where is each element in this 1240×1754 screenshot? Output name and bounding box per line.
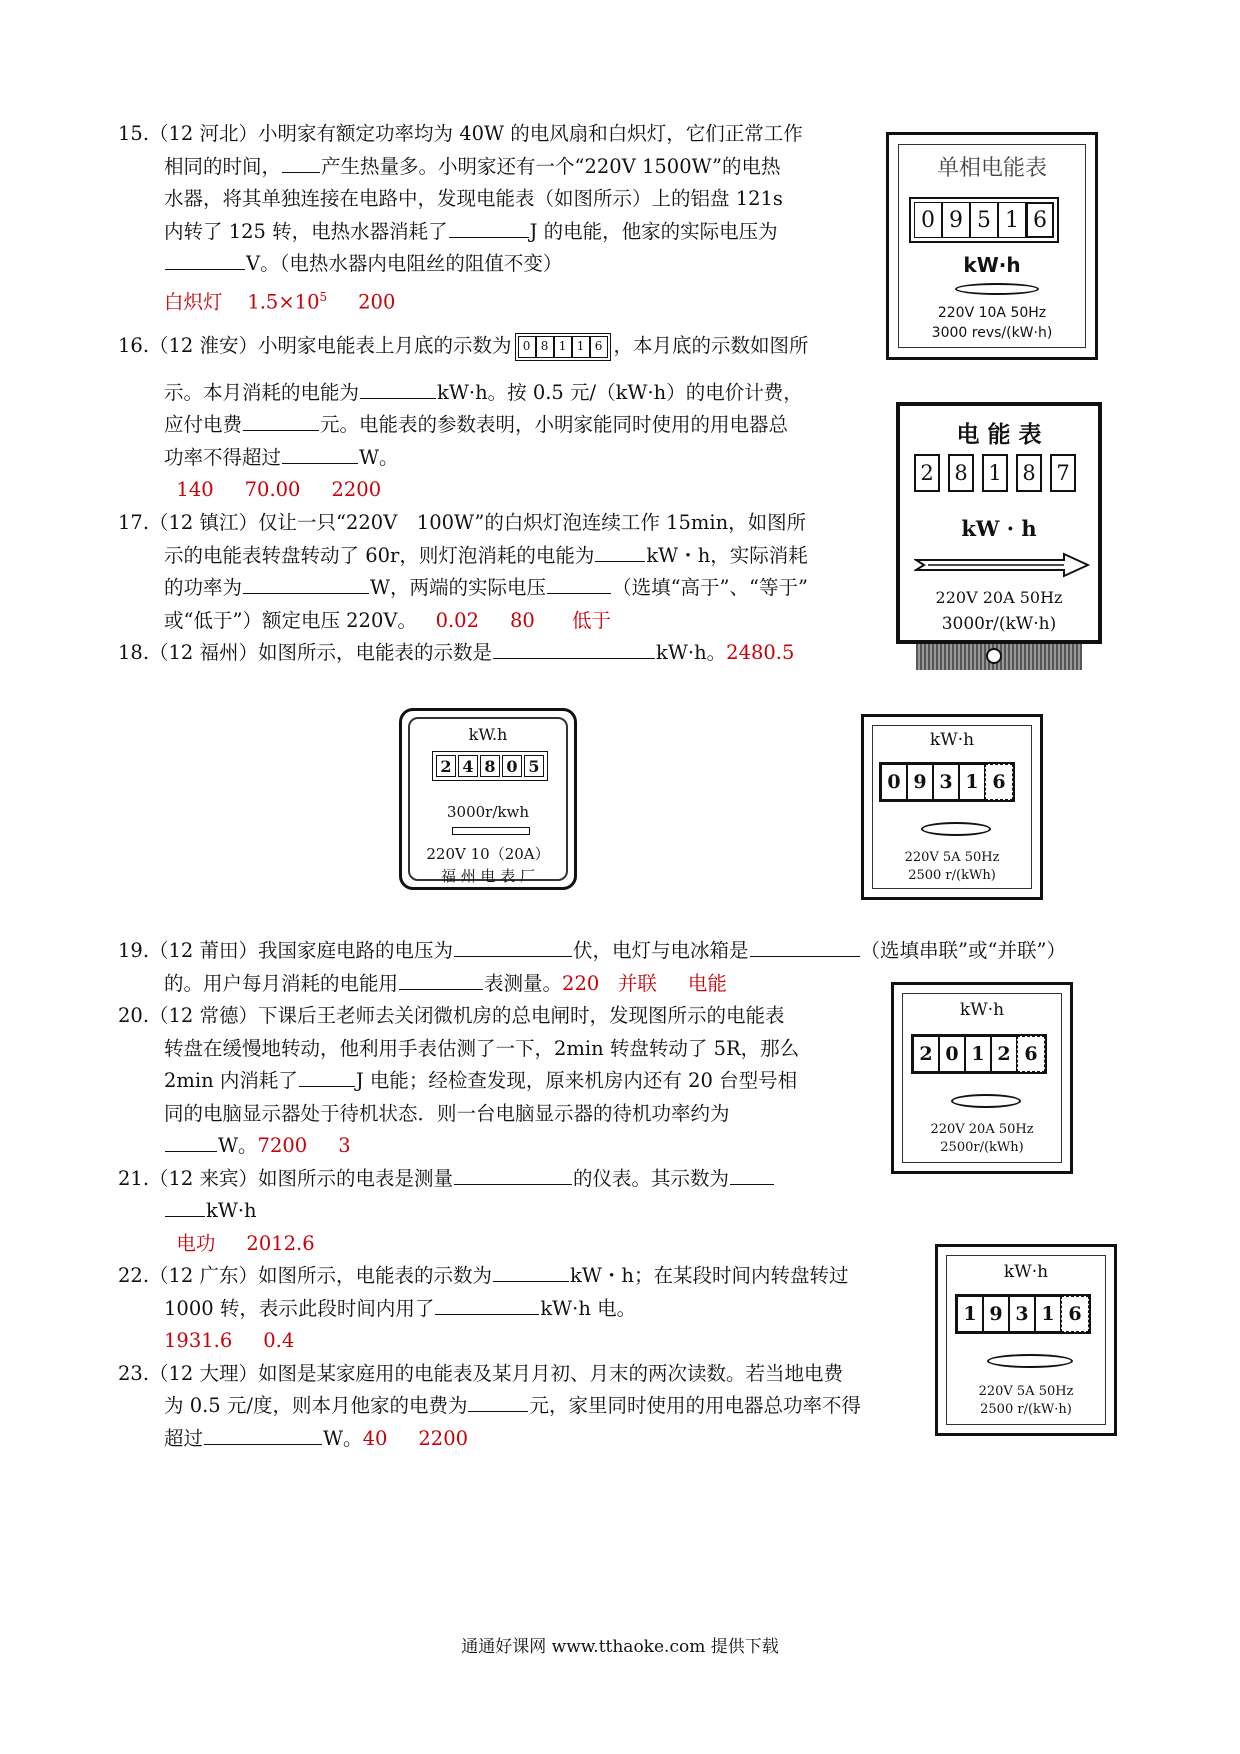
digit: 2 bbox=[913, 1036, 939, 1072]
answer-blank bbox=[243, 410, 319, 431]
q19-line1a: 19.（12 莆田）我国家庭电路的电压为 bbox=[118, 939, 454, 962]
digit: 2 bbox=[914, 454, 940, 492]
meter-title: 电 能 表 bbox=[956, 421, 1042, 448]
q19-line1c: （选填串联”或“并联”） bbox=[860, 939, 1066, 962]
q22-line2b: kW·h 电。 bbox=[540, 1296, 637, 1320]
q20-line3b: J 电能；经检查发现，原来机房内还有 20 台型号相 bbox=[355, 1069, 798, 1092]
digit: 5 bbox=[970, 202, 998, 238]
meter-inner-border bbox=[408, 717, 568, 885]
q17-line1: 17.（12 镇江）仅让一只“220V 100W”的白炽灯泡连续工作 15min，如图所 bbox=[118, 511, 807, 534]
answer-blank bbox=[399, 969, 483, 990]
q21-answer-1: 电功 bbox=[176, 1231, 216, 1255]
q15-answer-2: 1.5×10 bbox=[247, 290, 320, 313]
q17-line2a: 示的电能表转盘转动了 60r，则灯泡消耗的电能为 bbox=[164, 543, 595, 567]
q22-answer-2: 0.4 bbox=[263, 1329, 295, 1352]
q15-answer-2-exp: 5 bbox=[319, 289, 328, 304]
q21-answer-2: 2012.6 bbox=[246, 1231, 315, 1255]
q16-line1a: 16.（12 淮安）小明家电能表上月底的示数为 bbox=[118, 334, 512, 357]
q20-line2: 转盘在缓慢地转动，他利用手表估测了一下，2min 转盘转动了 5R，那么 bbox=[164, 1036, 800, 1060]
q23-answer-2: 2200 bbox=[418, 1426, 469, 1450]
q20-answer-2: 3 bbox=[338, 1134, 351, 1157]
answer-blank bbox=[165, 1196, 205, 1217]
q20-line4: 同的电脑显示器处于待机状态．则一台电脑显示器的待机功率约为 bbox=[164, 1101, 730, 1125]
meter-15-image bbox=[886, 132, 1098, 360]
answer-blank bbox=[435, 1294, 539, 1315]
q18-answer: 2480.5 bbox=[726, 641, 795, 664]
q16-answers bbox=[118, 474, 809, 507]
q18-line1b: kW·h。 bbox=[656, 641, 727, 664]
meter-22-image bbox=[935, 1244, 1117, 1436]
q19-answer-2: 并联 bbox=[617, 971, 657, 995]
digit: 1 bbox=[572, 336, 590, 358]
meter-20-image bbox=[891, 982, 1073, 1174]
q22-line1a: 22.（12 广东）如图所示，电能表的示数为 bbox=[118, 1264, 493, 1287]
digit: 1 bbox=[998, 202, 1026, 238]
meter-16-image bbox=[896, 402, 1102, 644]
q20-answer-1: 7200 bbox=[257, 1134, 308, 1157]
answer-blank bbox=[282, 152, 320, 173]
answer-blank bbox=[454, 936, 572, 957]
q19-line2b: 表测量。 bbox=[484, 971, 563, 995]
q21-line1b: 的仪表。其示数为 bbox=[573, 1166, 730, 1190]
digit: 0 bbox=[518, 336, 536, 358]
digit: 6 bbox=[1026, 202, 1054, 238]
q20-line1: 20.（12 常德）下课后王老师去关闭微机房的总电闸时，发现图所示的电能表 bbox=[118, 1004, 785, 1027]
q15-line2b: 产生热量多。小明家还有一个“220V 1500W”的电热 bbox=[321, 154, 781, 178]
meter-unit: kW.h bbox=[468, 725, 508, 744]
digit: 3 bbox=[933, 764, 959, 800]
meter-disc bbox=[452, 827, 530, 835]
q18-line1a: 18.（12 福州）如图所示，电能表的示数是 bbox=[118, 641, 493, 664]
answer-blank bbox=[454, 1164, 572, 1185]
answer-blank bbox=[493, 1261, 569, 1282]
digit: 5 bbox=[524, 755, 544, 777]
meter-rating: 220V 5A 50Hz bbox=[978, 1384, 1074, 1399]
meter-18-right-image bbox=[861, 714, 1043, 900]
q16-line2b: kW·h。按 0.5 元/（kW·h）的电价计费， bbox=[437, 380, 803, 404]
digit: 0 bbox=[914, 202, 942, 238]
meter-inner-border bbox=[872, 725, 1032, 889]
meter-constant: 3000r/(kW·h) bbox=[941, 614, 1057, 634]
q21-answers bbox=[118, 1228, 861, 1261]
q17-answer-2: 80 bbox=[509, 608, 535, 632]
answer-blank bbox=[360, 378, 436, 399]
digit: 4 bbox=[458, 755, 478, 777]
digit: 0 bbox=[502, 755, 522, 777]
question-17 bbox=[118, 507, 808, 670]
digit: 8 bbox=[480, 755, 500, 777]
digit: 2 bbox=[991, 1036, 1017, 1072]
digit: 6 bbox=[1017, 1036, 1045, 1072]
meter-digits bbox=[911, 1034, 1047, 1074]
q15-line1: 15.（12 河北）小明家有额定功率均为 40W 的电风扇和白炽灯，它们正常工作 bbox=[118, 122, 803, 145]
digit: 1 bbox=[965, 1036, 991, 1072]
meter-unit: kW·h bbox=[959, 1000, 1005, 1020]
meter-rating: 220V 10（20A） bbox=[426, 845, 550, 863]
q17-answer-1: 0.02 bbox=[435, 608, 479, 632]
q23-line3b: W。 bbox=[323, 1426, 363, 1450]
q16-line1b: ，本月底的示数如图所 bbox=[613, 334, 809, 357]
q15-line3: 水器，将其单独连接在电路中，发现电能表（如图所示）上的铝盘 121s bbox=[164, 187, 783, 210]
meter-unit: kW·h bbox=[1003, 1262, 1049, 1282]
answer-blank bbox=[282, 443, 358, 464]
q20-line5: W。 bbox=[218, 1134, 258, 1157]
digit: 6 bbox=[590, 336, 608, 358]
meter-constant: 3000r/kwh bbox=[447, 803, 529, 821]
digit: 8 bbox=[948, 454, 974, 492]
digit: 6 bbox=[985, 764, 1013, 800]
q17-line3b: W，两端的实际电压 bbox=[370, 576, 547, 599]
meter-rating: 220V 20A 50Hz bbox=[930, 1122, 1034, 1137]
q23-line2a: 为 0.5 元/度，则本月他家的电费为 bbox=[164, 1394, 468, 1417]
q15-answer-3: 200 bbox=[358, 290, 396, 313]
digit: 1 bbox=[982, 454, 1008, 492]
answer-blank bbox=[299, 1066, 355, 1087]
meter-disc bbox=[955, 283, 1039, 295]
meter-constant: 2500r/(kWh) bbox=[940, 1140, 1024, 1155]
q17-line3a: 的功率为 bbox=[164, 576, 243, 599]
digit: 9 bbox=[907, 764, 933, 800]
q16-line4b: W。 bbox=[359, 445, 399, 469]
meter-unit: kW·h bbox=[963, 253, 1021, 277]
q23-line2b: 元，家里同时使用的用电器总功率不得 bbox=[529, 1394, 861, 1417]
q17-line3c: （选填“高于”、“等于” bbox=[612, 576, 808, 599]
q16-line4a: 功率不得超过 bbox=[164, 445, 282, 469]
q22-line2a: 1000 转，表示此段时间内用了 bbox=[164, 1296, 435, 1320]
q16-answer-3: 2200 bbox=[331, 478, 382, 501]
q21-line1a: 21.（12 来宾）如图所示的电表是测量 bbox=[118, 1166, 454, 1190]
q21-line2: kW·h bbox=[206, 1199, 257, 1222]
q19-answer-3: 电能 bbox=[687, 971, 727, 995]
meter-constant: 2500 r/(kWh) bbox=[908, 868, 996, 883]
question-15 bbox=[118, 118, 803, 319]
meter-constant: 3000 revs/(kW·h) bbox=[931, 325, 1053, 341]
q19-line1b: 伏，电灯与电冰箱是 bbox=[573, 939, 749, 962]
answer-blank bbox=[750, 936, 860, 957]
meter-constant: 2500 r/(kW·h) bbox=[980, 1402, 1072, 1417]
digit: 6 bbox=[1061, 1296, 1089, 1332]
answer-blank bbox=[204, 1424, 322, 1445]
meter-disc bbox=[921, 822, 991, 836]
q23-line3a: 超过 bbox=[164, 1426, 204, 1450]
meter-disc bbox=[987, 1354, 1073, 1368]
q19-answers bbox=[562, 972, 727, 995]
meter-title: 单相电能表 bbox=[936, 156, 1047, 181]
meter-digits bbox=[432, 751, 548, 781]
q15-answer-1: 白炽灯 bbox=[164, 290, 223, 313]
answer-blank bbox=[165, 1131, 217, 1152]
meter-disc bbox=[951, 1094, 1021, 1108]
q23-answer-1: 40 bbox=[362, 1426, 388, 1450]
question-16 bbox=[118, 330, 809, 507]
meter-digits bbox=[914, 454, 1076, 492]
digit: 7 bbox=[1050, 454, 1076, 492]
meter-unit: kW·h bbox=[929, 730, 975, 750]
q23-answers bbox=[363, 1427, 468, 1450]
digit: 8 bbox=[536, 336, 554, 358]
q16-line2a: 示。本月消耗的电能为 bbox=[164, 380, 360, 404]
q16-answer-1: 140 bbox=[176, 478, 214, 501]
answer-blank bbox=[493, 638, 655, 659]
meter-18-image bbox=[399, 708, 577, 890]
answer-blank bbox=[595, 541, 645, 562]
digit: 9 bbox=[983, 1296, 1009, 1332]
meter-digits bbox=[955, 1294, 1091, 1334]
digit: 1 bbox=[1035, 1296, 1061, 1332]
meter-digits bbox=[879, 762, 1015, 802]
digit: 1 bbox=[554, 336, 572, 358]
q19-line2a: 的。用户每月消耗的电能用 bbox=[164, 971, 399, 995]
meter-rating: 220V 5A 50Hz bbox=[904, 850, 1000, 865]
answer-blank bbox=[165, 249, 245, 270]
q22-answers bbox=[118, 1325, 861, 1358]
q17-line2b: kW・h，实际消耗 bbox=[646, 543, 808, 567]
meter-inner-border bbox=[902, 993, 1062, 1163]
q16-line3b: 元。电能表的参数表明，小明家能同时使用的用电器总 bbox=[320, 413, 789, 436]
q17-answers bbox=[417, 609, 611, 632]
digit: 0 bbox=[939, 1036, 965, 1072]
answer-blank bbox=[243, 573, 369, 594]
meter-inner-border bbox=[898, 144, 1086, 348]
answer-blank bbox=[468, 1391, 528, 1412]
q15-line4b: J 的电能，他家的实际电压为 bbox=[529, 219, 778, 243]
q19-answer-1: 220 bbox=[562, 971, 600, 995]
q17-line4: 或“低于”）额定电压 220V。 bbox=[164, 608, 417, 632]
meter-arrow-icon bbox=[914, 552, 1090, 578]
answer-blank bbox=[730, 1164, 774, 1185]
q16-answer-2: 70.00 bbox=[244, 478, 301, 501]
q17-answer-3: 低于 bbox=[572, 608, 612, 632]
digit: 8 bbox=[1016, 454, 1042, 492]
meter-maker: 福 州 电 表 厂 bbox=[440, 867, 536, 885]
q15-line5: V。（电热水器内电阻丝的阻值不变） bbox=[246, 252, 563, 275]
meter-unit: kW · h bbox=[961, 516, 1037, 541]
q22-line1b: kW・h；在某段时间内转盘转过 bbox=[570, 1264, 849, 1287]
q15-line4a: 内转了 125 转，电热水器消耗了 bbox=[164, 219, 448, 243]
digit: 1 bbox=[959, 764, 985, 800]
screw-icon bbox=[986, 648, 1002, 664]
q15-answers bbox=[118, 281, 803, 319]
meter-rating: 220V 10A 50Hz bbox=[937, 305, 1047, 321]
meter-inner-border bbox=[946, 1255, 1106, 1425]
answer-blank bbox=[449, 217, 529, 238]
digit: 0 bbox=[881, 764, 907, 800]
question-20 bbox=[118, 1000, 861, 1455]
digit: 1 bbox=[957, 1296, 983, 1332]
page-footer: 通通好课网 www.tthaoke.com 提供下载 bbox=[461, 1637, 779, 1657]
answer-blank bbox=[547, 573, 611, 594]
q16-line3a: 应付电费 bbox=[164, 413, 243, 436]
q23-line1: 23.（12 大理）如图是某家庭用的电能表及某月月初、月末的两次读数。若当地电费 bbox=[118, 1361, 844, 1385]
digit: 9 bbox=[942, 202, 970, 238]
meter-digits bbox=[909, 197, 1059, 243]
meter-rating: 220V 20A 50Hz bbox=[935, 588, 1063, 607]
q20-line3a: 2min 内消耗了 bbox=[164, 1069, 298, 1092]
q20-answers bbox=[258, 1134, 351, 1157]
q15-line2a: 相同的时间， bbox=[164, 154, 282, 178]
q22-answer-1: 1931.6 bbox=[164, 1329, 233, 1352]
inline-meter-reading bbox=[515, 333, 611, 361]
digit: 2 bbox=[436, 755, 456, 777]
digit: 3 bbox=[1009, 1296, 1035, 1332]
